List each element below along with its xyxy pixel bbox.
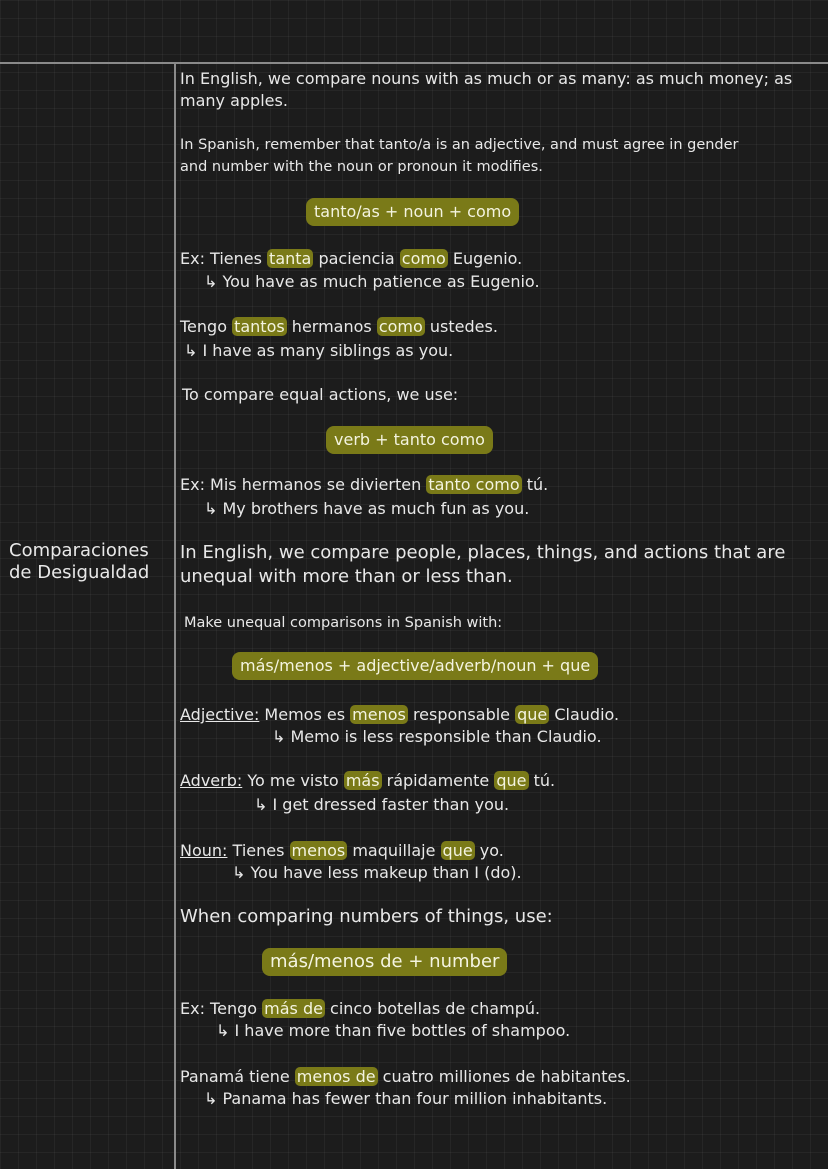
adj-suffix: Claudio. bbox=[554, 705, 620, 724]
adv-translation: ↳ I get dressed faster than you. bbox=[254, 795, 510, 814]
ex3-translation: ↳ My brothers have as much fun as you. bbox=[204, 499, 530, 518]
adv-mid: rápidamente bbox=[386, 771, 490, 790]
adv-suffix: tú. bbox=[533, 771, 556, 790]
ex2-mid: hermanos bbox=[291, 317, 372, 336]
ex5-suffix: cuatro milliones de habitantes. bbox=[382, 1067, 631, 1086]
example-3 bbox=[180, 474, 548, 496]
adj-mid: responsable bbox=[412, 705, 511, 724]
ex1-prefix: Ex: Tienes bbox=[180, 249, 262, 268]
ex4-translation: ↳ I have more than five bottles of shampoo. bbox=[216, 1021, 571, 1040]
side-heading bbox=[9, 540, 149, 584]
ex1-highlight-2: como bbox=[401, 249, 446, 268]
adverb-example bbox=[180, 770, 555, 792]
formula-tanto: tanto/as + noun + como bbox=[306, 198, 519, 226]
ex5-translation: ↳ Panama has fewer than four million inhabitants. bbox=[204, 1089, 608, 1108]
p2-line1: In Spanish, remember that tanto/a is an adjective, and must agree in gender bbox=[180, 137, 739, 153]
top-rule bbox=[0, 62, 828, 64]
ex2-suffix: ustedes. bbox=[429, 317, 498, 336]
ex2-highlight-2: como bbox=[378, 317, 423, 336]
formula-mas-menos-de: más/menos de + number bbox=[262, 948, 507, 976]
ex2-prefix: Tengo bbox=[180, 317, 227, 336]
p4-line2: unequal with more than or less than. bbox=[180, 566, 513, 587]
adv-highlight-1: más bbox=[345, 771, 380, 790]
ex5-prefix: Panamá tiene bbox=[180, 1067, 290, 1086]
ex1-mid: paciencia bbox=[318, 249, 395, 268]
ex1-suffix: Eugenio. bbox=[452, 249, 523, 268]
noun-prefix: Tienes bbox=[232, 841, 285, 860]
example-4 bbox=[180, 998, 540, 1020]
noun-suffix: yo. bbox=[479, 841, 504, 860]
ex2-highlight-1: tantos bbox=[234, 317, 285, 336]
p3: To compare equal actions, we use: bbox=[182, 385, 459, 404]
formula-mas-menos: más/menos + adjective/adverb/noun + que bbox=[232, 652, 598, 680]
noun-highlight-1: menos bbox=[291, 841, 346, 860]
example-1 bbox=[180, 248, 522, 270]
noun-highlight-2: que bbox=[442, 841, 473, 860]
p2-line2: and number with the noun or pronoun it modifies. bbox=[180, 159, 543, 175]
adj-highlight-2: que bbox=[517, 705, 548, 724]
adj-prefix: Memos es bbox=[264, 705, 346, 724]
example-5 bbox=[180, 1066, 631, 1088]
side-heading-line1: Comparaciones bbox=[9, 540, 149, 561]
noun-translation: ↳ You have less makeup than I (do). bbox=[232, 863, 522, 882]
formula-verb-tanto-como: verb + tanto como bbox=[326, 426, 493, 454]
ex3-highlight: tanto como bbox=[428, 475, 520, 494]
adv-highlight-2: que bbox=[496, 771, 527, 790]
adjective-example bbox=[180, 704, 619, 726]
ex3-prefix: Ex: Mis hermanos se divierten bbox=[180, 475, 422, 494]
adjective-label: Adjective: bbox=[180, 705, 260, 724]
ex3-suffix: tú. bbox=[526, 475, 549, 494]
ex1-translation: ↳ You have as much patience as Eugenio. bbox=[204, 272, 540, 291]
side-heading-line2: de Desigualdad bbox=[9, 562, 150, 583]
adv-prefix: Yo me visto bbox=[247, 771, 339, 790]
ex4-suffix: cinco botellas de champú. bbox=[330, 999, 541, 1018]
p6: When comparing numbers of things, use: bbox=[180, 906, 553, 927]
adverb-label: Adverb: bbox=[180, 771, 243, 790]
noun-example bbox=[180, 840, 504, 862]
ex2-translation: ↳ I have as many siblings as you. bbox=[184, 341, 454, 360]
p1-line2: many apples. bbox=[180, 91, 288, 110]
noun-label: Noun: bbox=[180, 841, 228, 860]
adj-translation: ↳ Memo is less responsible than Claudio. bbox=[272, 727, 602, 746]
p4-line1: In English, we compare people, places, things, and actions that are bbox=[180, 542, 786, 563]
p5: Make unequal comparisons in Spanish with: bbox=[184, 615, 503, 631]
ex1-highlight-1: tanta bbox=[269, 249, 312, 268]
ex4-prefix: Ex: Tengo bbox=[180, 999, 258, 1018]
ex5-highlight: menos de bbox=[296, 1067, 376, 1086]
ex4-highlight: más de bbox=[264, 999, 323, 1018]
example-2 bbox=[180, 316, 498, 338]
margin-rule bbox=[174, 62, 176, 1169]
p1-line1: In English, we compare nouns with as much or as many: as much money; as bbox=[180, 69, 793, 88]
adj-highlight-1: menos bbox=[352, 705, 406, 724]
noun-mid: maquillaje bbox=[352, 841, 436, 860]
